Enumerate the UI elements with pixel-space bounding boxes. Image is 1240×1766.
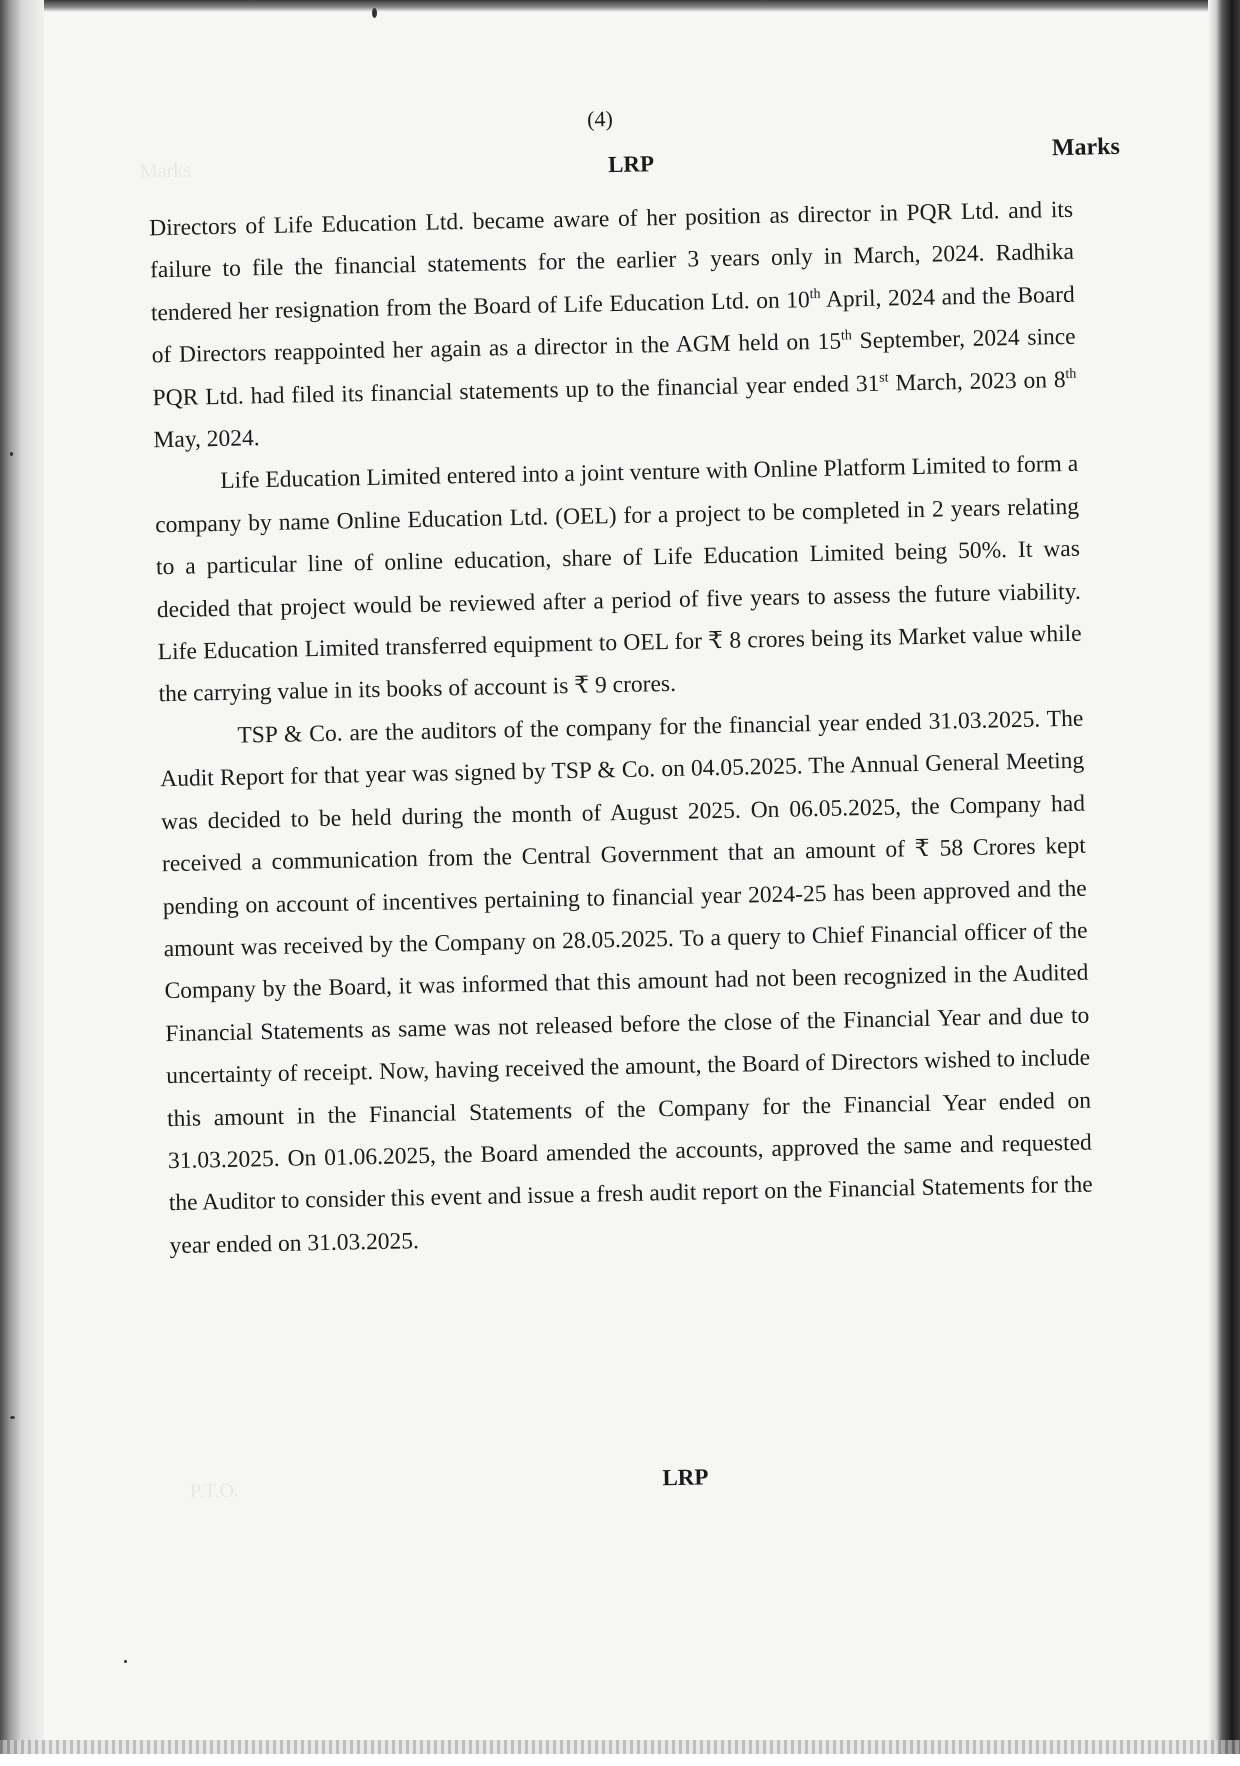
paragraph-audit-report: TSP & Co. are the auditors of the company for the financial year ended 31.03.2025. The Audit Report for that year was signed by TSP & Co. on 04.05.2025. The Annual General Meeting was decided to be held during the month of August 2025. On 06.05.2025, the Company had received a communication from the Central Government that an amount of ₹ 58 Crores kept pending on account of incentives pertaining to financial year 2024-25 has been approved and the amount was received by the Company on 28.05.2025. To a query to Chief Financial officer of the Company by the Board, it was informed that this amount had not been recognized in the Audited Financial Statements as same was not released before the close of the Financial Year and due to uncertainty of receipt. Now, having received the amount, the Board of Directors wished to include this amount in the Financial Statements of the Company for the Financial Year ended on 31.03.2025. On 01.06.2025, the Board amended the accounts, approved the same and requested the Auditor to consider this event and issue a fresh audit report on the Financial Statements for the year ended on 31.03.2025.: [160, 705, 1093, 1259]
text-run: September, 2024 since PQR Ltd. had filed its financial statements up to the financial year ended 31: [152, 323, 1076, 411]
marks-column-label: Marks: [1051, 133, 1121, 162]
show-through-text: P.T.O.: [189, 1479, 240, 1503]
ordinal-suffix: th: [1065, 366, 1077, 382]
text-run: May, 2024.: [153, 425, 260, 454]
page-number: (4): [586, 106, 614, 132]
ordinal-suffix: st: [879, 370, 889, 386]
ordinal-suffix: th: [840, 328, 852, 344]
question-body: [149, 189, 1094, 1267]
text-run: March, 2023 on 8: [888, 366, 1066, 397]
series-code-header: LRP: [607, 151, 655, 178]
paragraph-radhika-director: [149, 189, 1078, 462]
text-run: Directors of Life Education Ltd. became aware of her position as director in PQR Ltd. and its failure to file the financial statements for the earlier 3 years only in March, 2024. Radhika tendered her resignation from the Board of Life Education Ltd. on 10: [148, 196, 1075, 327]
ordinal-suffix: th: [809, 286, 821, 302]
show-through-text: Marks: [139, 159, 192, 183]
series-code-footer: LRP: [662, 1464, 709, 1491]
text-run: April, 2024 and the Board of Directors reappointed her again as a director in the AGM held on 15: [151, 281, 1076, 369]
paragraph-joint-venture: Life Education Limited entered into a joint venture with Online Platform Limited to form a company by name Online Education Ltd. (OEL) for a project to be completed in 2 years relating to a particular line of online education, share of Life Education Limited being 50%. It was decided that project would be reviewed after a period of five years to assess the future viability. Life Education Limited transferred equipment to OEL for ₹ 8 crores being its Market value while the carrying value in its books of account is ₹ 9 crores.: [154, 451, 1082, 708]
